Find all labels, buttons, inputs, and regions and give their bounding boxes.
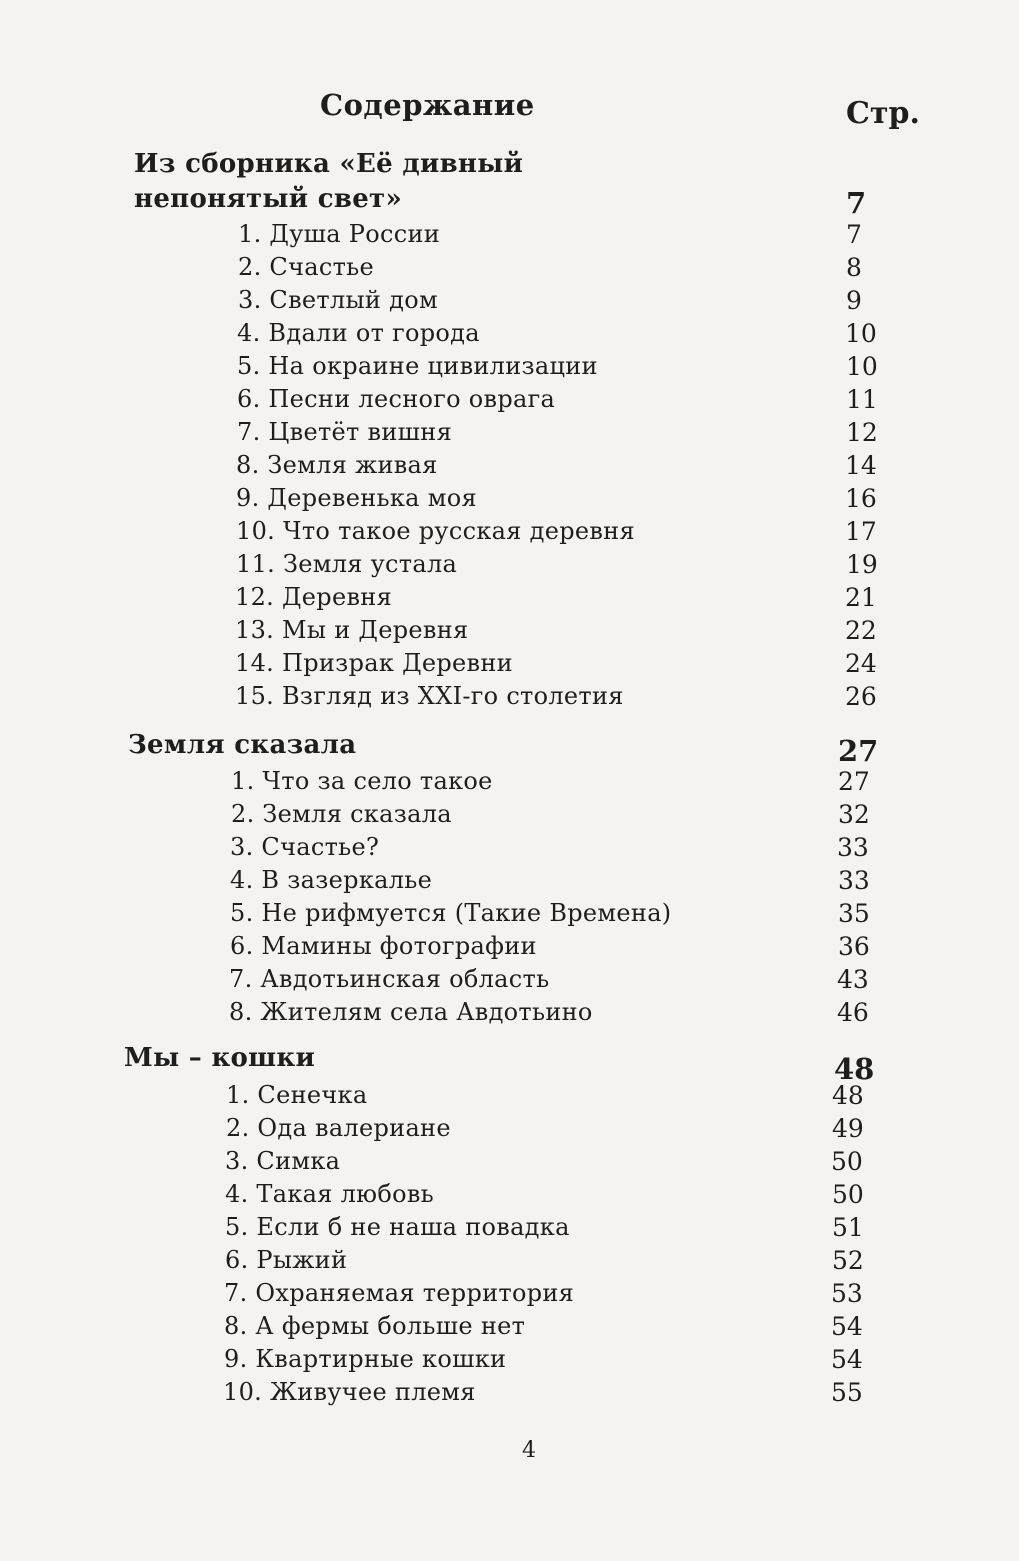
toc-item [237,383,905,416]
toc-item [230,897,897,930]
toc-item-title: 5. Если б не наша повадка [225,1213,570,1241]
toc-item [236,548,904,581]
section-title-1-line-1: Из сборника «Её дивный [134,149,524,179]
section-title-1-line-2: непонятый свет» [134,184,402,214]
toc-item-page: 17 [845,517,877,546]
toc-item [225,1244,891,1277]
toc-item-page: 19 [846,550,878,579]
toc-item-title: 8. Жителям села Авдотьино [229,998,593,1026]
toc-item-page: 21 [845,583,877,612]
toc-item [225,1178,891,1211]
toc-item-title: 6. Песни лесного оврага [237,385,556,413]
toc-item-title: 5. Не рифмуется (Такие Времена) [230,899,672,927]
toc-item-page: 46 [837,998,869,1027]
page-number: 4 [522,1438,536,1463]
toc-item-title: 2. Земля сказала [231,800,452,828]
toc-item-page: 35 [838,899,870,928]
toc-item-title: 3. Счастье? [230,833,380,861]
toc-item [237,416,905,449]
toc-item [236,449,904,482]
toc-item [235,581,903,614]
toc-item-title: 4. В зазеркалье [230,866,433,894]
toc-item-title: 10. Живучее племя [223,1378,476,1406]
toc-item-title: 1. Что за село такое [231,767,493,795]
toc-item-page: 48 [832,1081,864,1110]
toc-item-page: 14 [845,451,877,480]
toc-item-title: 9. Квартирные кошки [224,1345,507,1373]
toc-item [238,284,906,317]
toc-item-title: 4. Такая любовь [225,1180,435,1208]
toc-item [229,963,896,996]
toc-item-page: 9 [846,286,862,315]
toc-item [226,1079,892,1112]
toc-item [224,1277,890,1310]
toc-item [226,1112,892,1145]
toc-heading: Содержание [320,88,535,122]
section-title-2: Земля сказала [128,730,357,760]
toc-item [230,864,897,897]
toc-item-page: 10 [845,319,877,348]
toc-item-page: 8 [846,253,862,282]
toc-item [238,251,906,284]
toc-item-page: 12 [846,418,878,447]
toc-item [223,1376,889,1409]
toc-item-title: 13. Мы и Деревня [235,616,469,644]
toc-item-page: 26 [845,682,877,711]
toc-item-title: 11. Земля устала [236,550,458,578]
toc-item [235,647,903,680]
page-column-label: Стр. [846,96,920,131]
toc-item-page: 52 [832,1246,864,1275]
section-title-3: Мы – кошки [124,1043,316,1073]
toc-item-page: 36 [838,932,870,961]
toc-item-page: 27 [838,767,870,796]
toc-item-title: 3. Светлый дом [238,286,438,314]
toc-item-title: 2. Счастье [238,253,375,281]
toc-item [235,614,903,647]
toc-item-title: 6. Мамины фотографии [230,932,537,960]
toc-item-page: 16 [845,484,877,513]
toc-item-page: 55 [831,1378,863,1407]
toc-item [235,680,903,713]
toc-item-page: 54 [831,1312,863,1341]
toc-item-title: 10. Что такое русская деревня [236,517,635,545]
toc-item-title: 12. Деревня [235,583,393,611]
toc-item [238,218,906,251]
toc-item-page: 32 [838,800,870,829]
toc-item-title: 15. Взгляд из XXI-го столетия [235,682,624,710]
toc-item-page: 11 [846,385,878,414]
toc-item-page: 33 [838,866,870,895]
toc-item-title: 7. Авдотьинская область [229,965,550,993]
toc-item-page: 22 [845,616,877,645]
toc-item-page: 51 [832,1213,864,1242]
toc-item-page: 53 [831,1279,863,1308]
toc-item [237,317,905,350]
toc-item [230,831,897,864]
toc-item [225,1145,891,1178]
toc-item-title: 4. Вдали от города [237,319,480,347]
toc-item [231,798,898,831]
toc-item-page: 10 [846,352,878,381]
toc-item [231,765,898,798]
toc-item-title: 14. Призрак Деревни [235,649,513,677]
toc-item-page: 54 [831,1345,863,1374]
toc-item [229,996,896,1029]
toc-item-title: 5. На окраине цивилизации [237,352,598,380]
toc-item-page: 50 [831,1147,863,1176]
toc-item-page: 33 [837,833,869,862]
toc-item [236,515,904,548]
section-page-2: 27 [838,734,879,768]
toc-item-page: 49 [832,1114,864,1143]
toc-item-page: 7 [846,220,862,249]
toc-item-page: 50 [832,1180,864,1209]
toc-item-title: 2. Ода валериане [226,1114,451,1142]
toc-item-title: 9. Деревенька моя [236,484,477,512]
toc-item-page: 24 [845,649,877,678]
toc-item [230,930,897,963]
toc-item-title: 1. Сенечка [226,1081,368,1109]
toc-item [225,1211,891,1244]
toc-item-title: 8. А фермы больше нет [224,1312,526,1340]
toc-item [237,350,905,383]
toc-item-title: 7. Охраняемая территория [224,1279,575,1307]
toc-item [224,1310,890,1343]
toc-item-title: 6. Рыжий [225,1246,348,1274]
toc-item-title: 3. Симка [225,1147,341,1175]
toc-item-title: 7. Цветёт вишня [237,418,453,446]
toc-item-title: 8. Земля живая [236,451,438,479]
section-page-1: 7 [846,186,867,220]
toc-item-page: 43 [837,965,869,994]
section-page-3: 48 [834,1052,875,1086]
toc-item [236,482,904,515]
toc-item-title: 1. Душа России [238,220,441,248]
toc-item [224,1343,890,1376]
